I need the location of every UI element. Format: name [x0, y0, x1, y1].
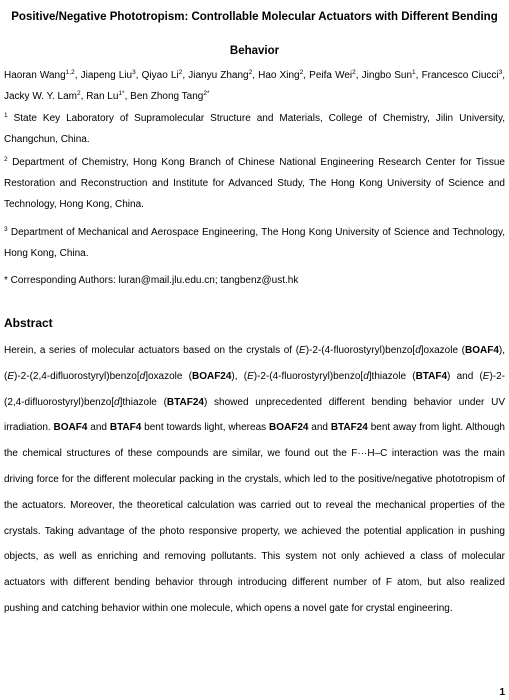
affiliation-2: $^2$ Department of Chemistry, Hong Kong Branch of Chinese National Engineering Research Center for Tissue Restoration and Reconstruction and Institute for Advanced Study, The Hong Kong University of Science and Technology, Hong Kong, China.: [4, 156, 505, 210]
author: Jiapeng Liu$^3$: [80, 69, 136, 81]
author: Jianyu Zhang$^2$: [188, 69, 253, 81]
author: Qiyao Li$^2$: [141, 69, 183, 81]
affiliation-3: $^3$ Department of Mechanical and Aerospace Engineering, The Hong Kong University of Science and Technology, Hong Kong, China.: [4, 226, 506, 259]
author: Ben Zhong Tang$^{2*}$: [130, 90, 210, 102]
title-line-2: Behavior: [229, 45, 280, 57]
abstract-heading: Abstract: [4, 316, 53, 330]
corresponding-authors: * Corresponding Authors: luran@mail.jlu.edu.cn; tangbenz@ust.hk: [4, 275, 299, 286]
title-line-1: Positive/Negative Phototropism: Controllable Molecular Actuators with Different Bending: [11, 11, 498, 23]
author: Hao Xing$^2$: [258, 69, 304, 81]
author-list: Haoran Wang$^{1,2}$, Jiapeng Liu$^3$, Qiyao Li$^2$, Jianyu Zhang$^2$, Hao Xing$^2$, Peifa Wei$^2$, Jingbo Sun$^1$, Francesco Ciucci$^3$, Jacky W. Y. Lam$^2$, Ran $Lu^{1*}$, Ben Zhong Tang$^{2*}$: [4, 69, 506, 102]
author: Ran $Lu^{1*}$: [86, 90, 125, 102]
abstract-body: Herein, a series of molecular actuators based on the crystals of (E)-2-(4-fluorostyryl)benzo[d]oxazole (BOAF4), (E)-2-(2,4-difluorostyryl)benzo[d]oxazole (BOAF24), (E)-2-(4-fluorostyryl)benzo[d]thiazole (BTAF4) and (E)-2-(2,4-difluorostyryl)benzo[d]thiazole (BTAF24) showed unprecedented different bending behavior under UV irradiation. BOAF4 and BTAF4 bent towards light, whereas BOAF24 and BTAF24 bent away from light. Although the chemical structures of these compounds are similar, we found out the F···H–C interaction was the main driving force for the different molecular packing in the crystals, which led to the positive/negative phototropism of the actuators. Moreover, the theoretical calculation was carried out to reveal the mechanical properties of the crystals. Taking advantage of the photo responsive property, we achieved the potential application in pushing objects, as well as enriching and removing pollutants. This system not only achieved a class of molecular actuators with different bending behavior through introducing different number of F atom, but also realized pushing and catching behavior within one molecule, which opens a novel gate for crystal engineering.: [4, 345, 506, 614]
author: Jacky W. Y. Lam$^2$: [4, 90, 81, 102]
author: Peifa Wei$^2$: [309, 69, 356, 81]
author: Haoran Wang$^{1,2}$: [4, 69, 75, 81]
affiliation-1: $^1$ State Key Laboratory of Supramolecular Structure and Materials, College of Chemistry, Jilin University, Changchun, China.: [4, 112, 505, 145]
paper-title: [0, 0, 509, 68]
author: Jingbo Sun$^1$: [361, 69, 416, 81]
author: Francesco Ciucci$^3$: [421, 69, 503, 81]
page-number: 1: [499, 687, 505, 698]
